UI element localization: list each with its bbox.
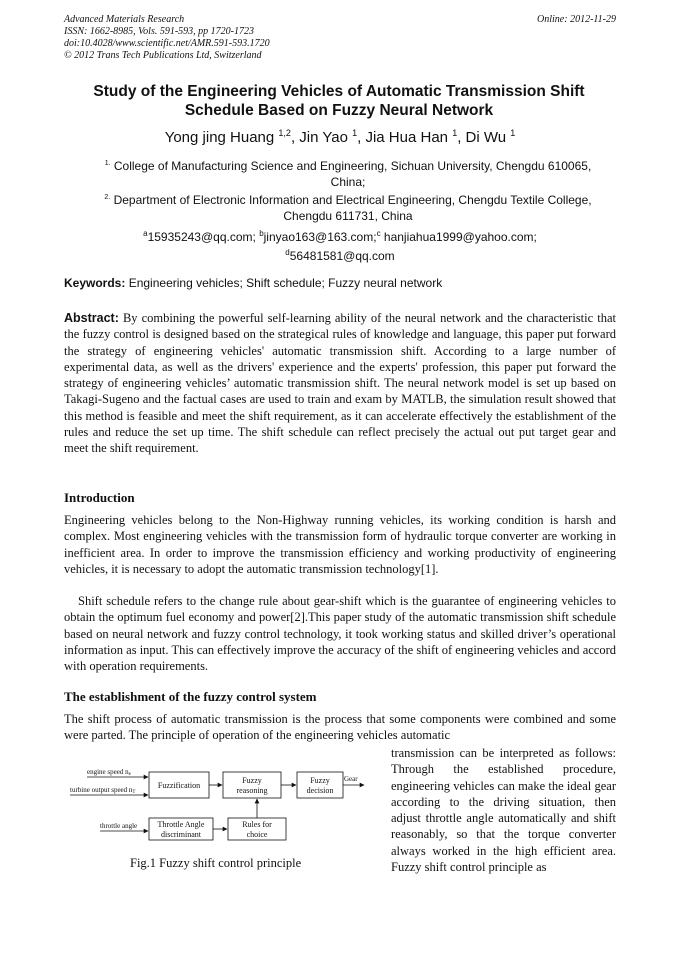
- affiliation-2-line-1: Department of Electronic Information and Electrical Engineering, Chengdu Textile College,: [113, 193, 592, 207]
- input-throttle-angle-label: throttle angle: [100, 822, 138, 830]
- fuzzy-decision-label-2: decision: [306, 786, 334, 795]
- issn-line: ISSN: 1662-8985, Vols. 591-593, pp 1720-1723: [64, 26, 254, 37]
- email-a: 15935243@qq.com;: [147, 230, 256, 244]
- rules-for-choice-label-2: choice: [246, 830, 268, 839]
- fuzzy-control-heading: The establishment of the fuzzy control system: [64, 689, 317, 704]
- author-4: Di Wu: [465, 129, 507, 146]
- email-d-marker: d: [285, 248, 290, 257]
- keywords-label: Keywords:: [64, 276, 126, 290]
- affiliation-2: [88, 190, 608, 224]
- keywords: [64, 276, 616, 290]
- online-date: Online: 2012-11-29: [537, 14, 616, 25]
- fuzzification-label: Fuzzification: [157, 781, 201, 790]
- affiliation-2-number: 2.: [104, 194, 111, 201]
- throttle-discriminant-label-2: discriminant: [161, 830, 201, 839]
- author-1: Yong jing Huang: [164, 129, 275, 146]
- emails-line-2: [64, 245, 616, 264]
- copyright-line: © 2012 Trans Tech Publications Ltd, Switzerland: [64, 50, 262, 61]
- introduction-heading: Introduction: [64, 490, 135, 505]
- affiliation-2-line-2: Chengdu 611731, China: [283, 209, 413, 223]
- fuzzy-decision-label-1: Fuzzy: [310, 776, 330, 785]
- fuzzy-reasoning-label-1: Fuzzy: [242, 776, 262, 785]
- author-list: Yong jing Huang $^{1,2}$, Jin Yao $^1$, Jia Hua Han $^1$, Di Wu $^1$: [164, 128, 516, 146]
- paper-title: [60, 82, 618, 120]
- title-line-2: Schedule Based on Fuzzy Neural Network: [184, 102, 494, 119]
- abstract: [64, 310, 616, 457]
- input-turbine-speed-label: turbine output speed nT: [70, 786, 136, 795]
- email-b-marker: b: [259, 229, 264, 238]
- figure-caption: Fig.1 Fuzzy shift control principle: [130, 856, 302, 870]
- abstract-label: Abstract:: [64, 311, 119, 325]
- doi-line: doi:10.4028/www.scientific.net/AMR.591-593.1720: [64, 38, 270, 49]
- email-c-marker: c: [376, 229, 381, 238]
- email-a-marker: a: [143, 229, 148, 238]
- fuzzy-control-paragraph-right-column: transmission can be interpreted as follows: Through the established procedure, engineering vehicles can make the ideal gear according to the driving situation, then adjust throttle angle automatically and shift reasonably, so that the torque converter always worked in the high efficient area. Fuzzy shift control principle as: [391, 746, 616, 875]
- author-3: Jia Hua Han: [365, 129, 449, 146]
- introduction-paragraph-1: Engineering vehicles belong to the Non-Highway running vehicles, its working condition is harsh and complex. Most engineering vehicles with the transmission form of hydraulic torque converter are working in inefficient area. In order to improve the transmission efficiency and working productivity of engineering vehicles, it is necessary to adopt the automatic transmission technology[1].: [64, 513, 616, 576]
- author-2-affil: 1: [352, 128, 358, 138]
- keywords-text: Engineering vehicles; Shift schedule; Fuzzy neural network: [128, 276, 443, 290]
- email-d: 56481581@qq.com: [289, 249, 395, 263]
- journal-name: Advanced Materials Research: [64, 14, 185, 25]
- affiliation-1-number: 1.: [104, 160, 111, 167]
- affiliation-1: [88, 156, 608, 190]
- abstract-text: By combining the powerful self-learning ability of the neural network and the characteristic that the fuzzy control is designed based on the strategical rules of knowledge and language, this paper put forward the strategy of engineering vehicles' automatic transmission shift. According to a large number of experimental data, as well as the drivers' experience and the experts' profession, this paper put forward the strategy of engineering vehicles’ automatic transmission shift. The neural network model is set up based on Takagi-Sugeno and the factual cases are used to train and exam by MATLB, the simulation result showed that this method is feasible and meet the shift requirement, as it can accelerate effectively the establishment of the rules and reduce the set up time. The shift schedule can reflect precisely the actual out put target gear and meet the shift requirement.: [64, 311, 616, 456]
- input-engine-speed-label: engine speed ne: [87, 768, 131, 777]
- fuzzy-reasoning-label-2: reasoning: [236, 786, 268, 795]
- affiliation-1-line-2: China;: [330, 175, 366, 189]
- author-4-affil: 1: [510, 128, 516, 138]
- affiliation-1-line-1: College of Manufacturing Science and Engineering, Sichuan University, Chengdu 610065,: [113, 159, 592, 173]
- introduction-paragraph-2: Shift schedule refers to the change rule about gear-shift which is the guarantee of engineering vehicles to obtain the optimum fuel economy and power[2].This paper study of the automatic transmission shift schedule based on neural network and fuzzy control technology, it took working status and skilled driver’s operational information as input. This can effectively improve the accuracy of the shift of engineering vehicles and accord with operation requirements.: [64, 594, 616, 674]
- author-emails: [64, 226, 616, 264]
- author-2: Jin Yao: [299, 129, 348, 146]
- rules-for-choice-label-1: Rules for: [242, 820, 272, 829]
- journal-header: [64, 14, 616, 62]
- author-1-affil: 1,2: [278, 128, 291, 138]
- throttle-discriminant-label-1: Throttle Angle: [157, 820, 205, 829]
- fuzzy-control-paragraph: The shift process of automatic transmission is the process that some components were combined and some were parted. The principle of operation of the engineering vehicles automatic: [64, 712, 616, 743]
- email-b: jinyao163@163.com;: [263, 230, 377, 244]
- author-3-affil: 1: [452, 128, 458, 138]
- email-c: hanjiahua1999@yahoo.com;: [383, 230, 537, 244]
- emails-line-1: [64, 226, 616, 245]
- title-line-1: Study of the Engineering Vehicles of Automatic Transmission Shift: [93, 83, 585, 100]
- gear-output-label: Gear: [344, 775, 358, 783]
